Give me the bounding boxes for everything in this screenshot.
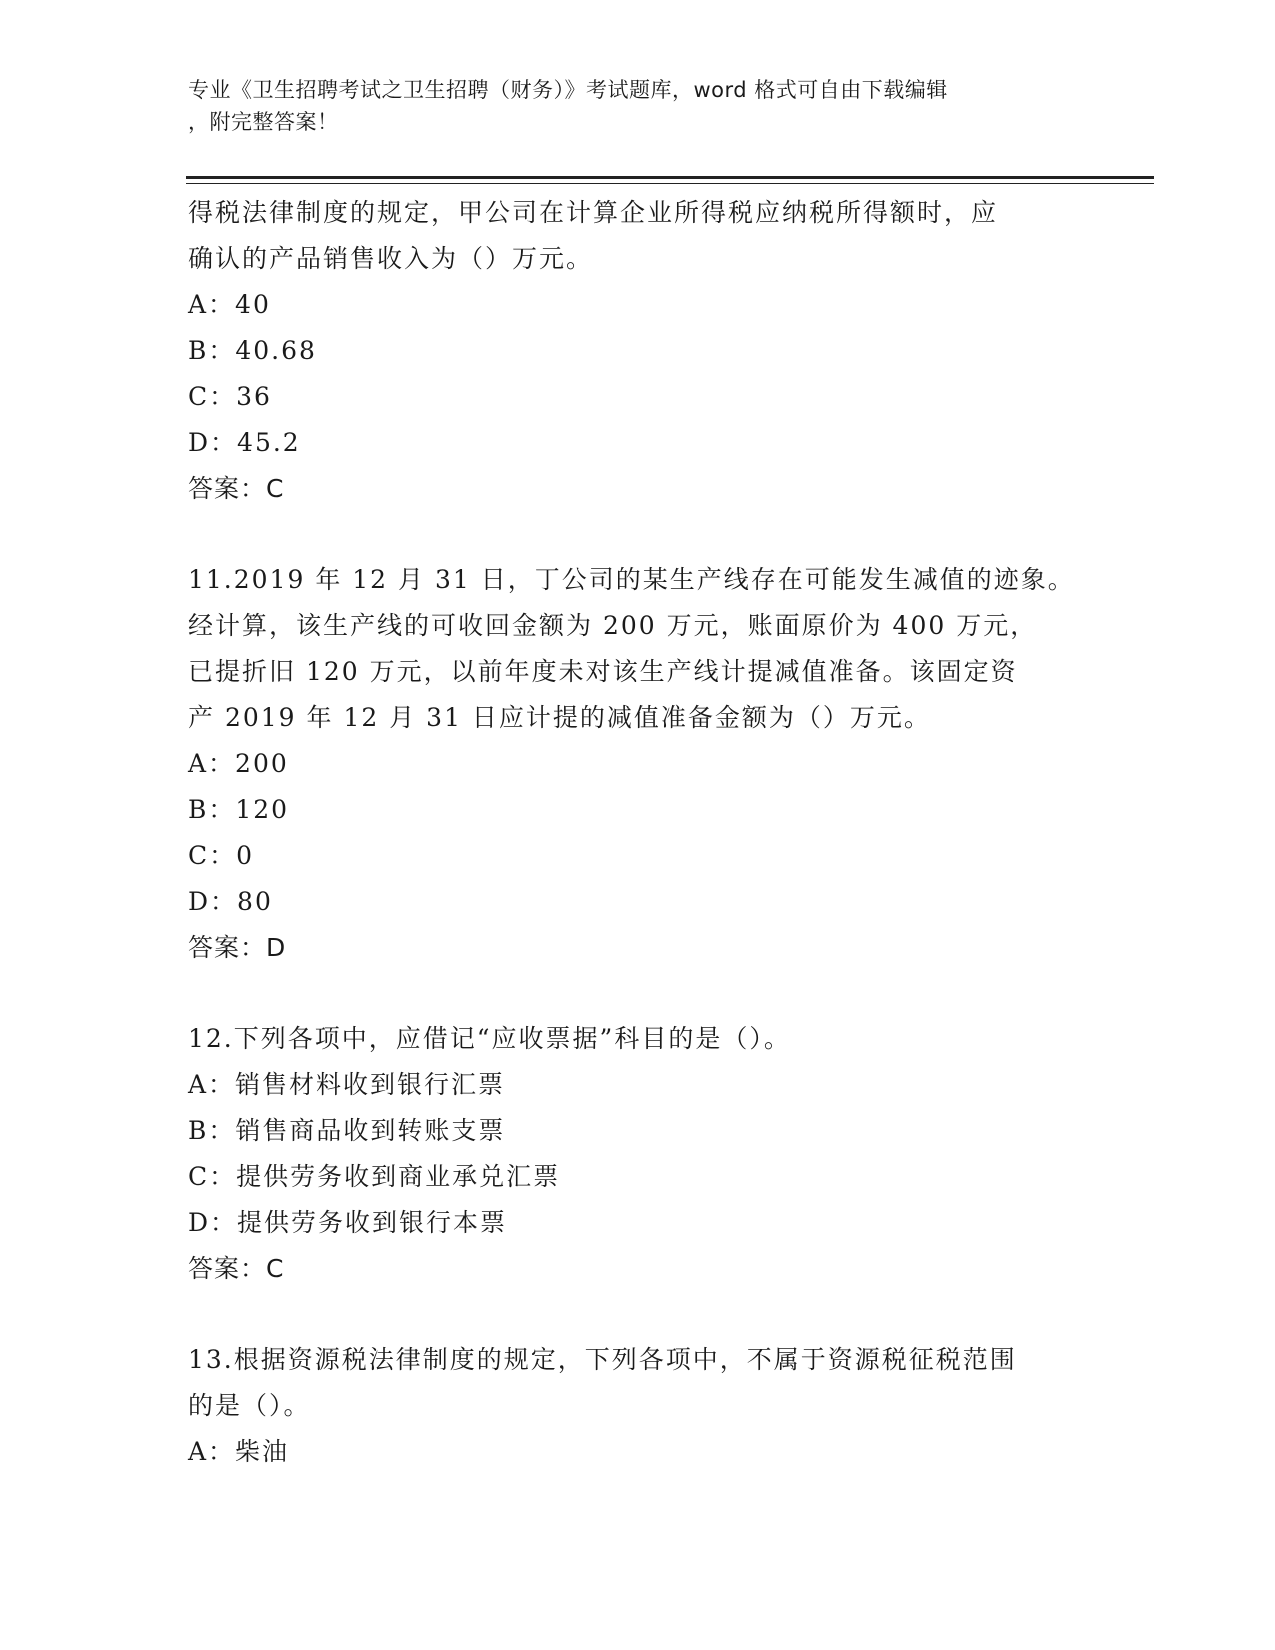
question-stem-line: 确认的产品销售收入为（）万元。 xyxy=(188,244,594,273)
question-stem-line: 产 2019 年 12 月 31 日应计提的减值准备金额为（）万元。 xyxy=(188,703,931,732)
question-12 xyxy=(188,1016,1088,1292)
document-header xyxy=(188,74,1068,138)
header-line-1: 专业《卫生招聘考试之卫生招聘（财务）》考试题库，word 格式可自由下载编辑 xyxy=(188,78,948,102)
option-c: C：36 xyxy=(188,382,272,411)
option-d: D：80 xyxy=(188,887,273,916)
option-c: C：提供劳务收到商业承兑汇票 xyxy=(188,1162,561,1191)
header-line-2: ，附完整答案！ xyxy=(188,110,339,134)
question-list xyxy=(188,190,1088,1475)
option-d: D：提供劳务收到银行本票 xyxy=(188,1208,508,1237)
question-stem-line: 11.2019 年 12 月 31 日，丁公司的某生产线存在可能发生减值的迹象。 xyxy=(188,565,1075,594)
option-b: B：120 xyxy=(188,795,290,824)
question-stem-line: 的是（）。 xyxy=(188,1391,311,1420)
question-11 xyxy=(188,557,1088,971)
option-a: A：40 xyxy=(188,290,271,319)
header-divider-thin xyxy=(186,183,1154,184)
header-divider-thick xyxy=(186,176,1154,179)
option-b: B：40.68 xyxy=(188,336,317,365)
option-a: A：200 xyxy=(188,749,289,778)
option-a: A：销售材料收到银行汇票 xyxy=(188,1070,506,1099)
option-a: A：柴油 xyxy=(188,1437,290,1466)
answer-line: 答案：C xyxy=(188,1254,285,1283)
question-10 xyxy=(188,190,1088,512)
option-d: D：45.2 xyxy=(188,428,301,457)
answer-line: 答案：D xyxy=(188,933,287,962)
question-stem-line: 13.根据资源税法律制度的规定，下列各项中，不属于资源税征税范围 xyxy=(188,1345,1017,1374)
option-c: C：0 xyxy=(188,841,255,870)
question-stem-line: 经计算，该生产线的可收回金额为 200 万元，账面原价为 400 万元， xyxy=(188,611,1038,640)
question-stem-line: 已提折旧 120 万元，以前年度未对该生产线计提减值准备。该固定资 xyxy=(188,657,1018,686)
answer-line: 答案：C xyxy=(188,474,285,503)
question-stem-line: 得税法律制度的规定，甲公司在计算企业所得税应纳税所得额时，应 xyxy=(188,198,999,227)
question-stem-line: 12.下列各项中，应借记“应收票据”科目的是（）。 xyxy=(188,1024,791,1053)
option-b: B：销售商品收到转账支票 xyxy=(188,1116,506,1145)
question-13 xyxy=(188,1337,1088,1475)
